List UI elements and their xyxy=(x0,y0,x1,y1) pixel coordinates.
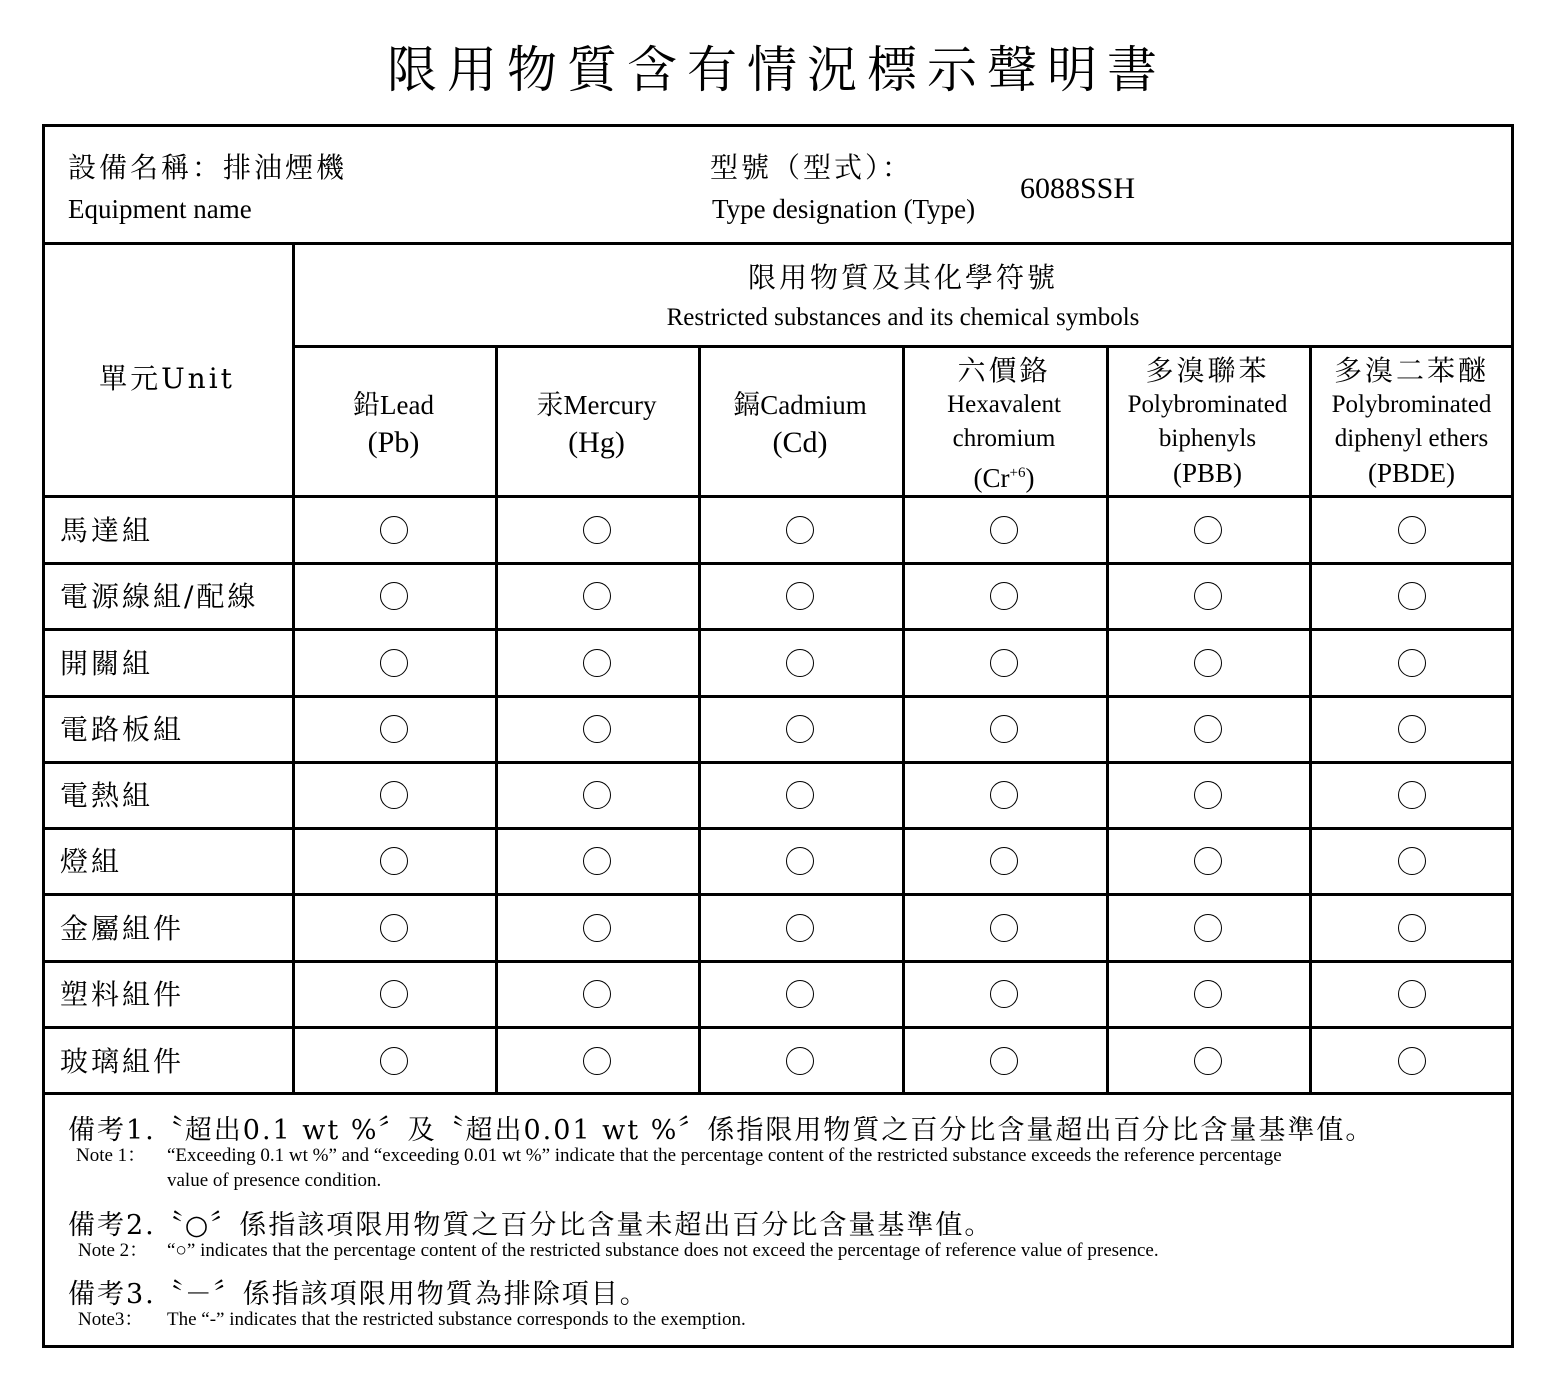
not-exceeding-mark xyxy=(380,649,408,677)
chemical-symbol: $(Cr^{+6})$ xyxy=(973,463,1035,493)
not-exceeding-mark xyxy=(1398,516,1426,544)
note-3-en: The “-” indicates that the restricted substance corresponds to the exemption. xyxy=(167,1309,746,1330)
not-exceeding-mark xyxy=(380,715,408,743)
substances-header-zh: 限用物質及其化學符號 xyxy=(747,261,1058,294)
not-exceeding-mark xyxy=(380,516,408,544)
not-exceeding-mark xyxy=(583,980,611,1008)
substance-name-en: Hexavalent xyxy=(947,391,1061,418)
header-divider xyxy=(42,242,1514,245)
substance-name: 汞Mercury xyxy=(536,390,657,420)
not-exceeding-mark xyxy=(380,914,408,942)
not-exceeding-mark xyxy=(1194,582,1222,610)
not-exceeding-mark xyxy=(1194,781,1222,809)
component-label: 燈組 xyxy=(60,845,123,878)
not-exceeding-mark xyxy=(1194,715,1222,743)
notes-divider xyxy=(42,1092,1514,1095)
substance-column-header xyxy=(1106,354,1309,490)
not-exceeding-mark xyxy=(1398,914,1426,942)
row-divider xyxy=(42,893,1514,896)
row-divider xyxy=(42,1026,1514,1029)
substance-name-zh: 多溴聯苯 xyxy=(1145,354,1270,387)
row-divider xyxy=(42,761,1514,764)
not-exceeding-mark xyxy=(1194,1047,1222,1075)
component-label: 電熱組 xyxy=(60,779,154,812)
row-divider xyxy=(42,827,1514,830)
substance-name-en-cont: diphenyl ethers xyxy=(1334,425,1489,452)
not-exceeding-mark xyxy=(1398,715,1426,743)
note-1-zh: 備考1.〝超出0.1 wt %〞及〝超出0.01 wt %〞係指限用物質之百分比含量超出百分比含量基準值。 xyxy=(68,1115,1375,1146)
component-label: 塑料組件 xyxy=(60,978,185,1011)
component-label: 玻璃組件 xyxy=(60,1044,185,1078)
not-exceeding-mark xyxy=(990,847,1018,875)
component-label: 電路板組 xyxy=(60,713,185,746)
not-exceeding-mark xyxy=(1398,781,1426,809)
note-2-en: “○” indicates that the percentage content of the restricted substance does not exceed the percentage of reference value of presence. xyxy=(167,1240,1159,1261)
substance-name-zh: 六價鉻 xyxy=(957,354,1051,387)
substances-header-en: Restricted substances and its chemical symbols xyxy=(666,304,1140,331)
not-exceeding-mark xyxy=(583,781,611,809)
substance-name-en-cont: chromium xyxy=(952,425,1056,452)
type-designation-label-zh: 型號（型式）： xyxy=(710,151,914,184)
not-exceeding-mark xyxy=(786,980,814,1008)
substance-name: 鉛Lead xyxy=(353,390,434,420)
not-exceeding-mark xyxy=(380,781,408,809)
substance-name: 鎘Cadmium xyxy=(733,390,867,420)
note-2-label: Note 2： xyxy=(78,1240,149,1261)
not-exceeding-mark xyxy=(380,1047,408,1075)
not-exceeding-mark xyxy=(1398,980,1426,1008)
not-exceeding-mark xyxy=(583,516,611,544)
note-1-en: “Exceeding 0.1 wt %” and “exceeding 0.01 wt %” indicate that the percentage content of the restricted substance exceeds the reference percentage xyxy=(167,1145,1282,1166)
not-exceeding-mark xyxy=(990,1047,1018,1075)
component-label: 電源線組/配線 xyxy=(60,580,259,613)
type-designation-value: 6088SSH xyxy=(1020,172,1136,205)
not-exceeding-mark xyxy=(786,649,814,677)
type-designation-label-en: Type designation (Type) xyxy=(712,194,976,224)
substance-name-en-cont: biphenyls xyxy=(1158,425,1257,452)
not-exceeding-mark xyxy=(1398,847,1426,875)
substance-name-en: Polybrominated xyxy=(1331,391,1492,418)
chemical-symbol: (Hg) xyxy=(568,426,625,459)
not-exceeding-mark xyxy=(1194,847,1222,875)
not-exceeding-mark xyxy=(1194,516,1222,544)
not-exceeding-mark xyxy=(990,582,1018,610)
not-exceeding-mark xyxy=(990,781,1018,809)
equipment-name-label-en: Equipment name xyxy=(68,194,252,224)
substance-column-header xyxy=(698,386,902,462)
not-exceeding-mark xyxy=(380,847,408,875)
not-exceeding-mark xyxy=(1398,582,1426,610)
chemical-symbol: (PBB) xyxy=(1172,458,1243,488)
chemical-symbol: (Cd) xyxy=(772,426,828,459)
not-exceeding-mark xyxy=(1194,980,1222,1008)
equipment-name-label-zh: 設備名稱：排油煙機 xyxy=(68,151,348,184)
not-exceeding-mark xyxy=(786,1047,814,1075)
not-exceeding-mark xyxy=(786,516,814,544)
component-label: 開關組 xyxy=(60,646,154,680)
not-exceeding-mark xyxy=(990,980,1018,1008)
unit-column-divider xyxy=(292,242,295,1093)
not-exceeding-mark xyxy=(1194,914,1222,942)
not-exceeding-mark xyxy=(990,516,1018,544)
unit-header: 單元Unit xyxy=(99,362,235,395)
chemical-symbol-superscript: +6 xyxy=(1009,465,1026,481)
row-divider xyxy=(42,628,1514,631)
not-exceeding-mark xyxy=(1398,649,1426,677)
substance-column-header xyxy=(1309,354,1514,490)
chemical-symbol: (PBDE) xyxy=(1368,458,1455,488)
not-exceeding-mark xyxy=(786,715,814,743)
not-exceeding-mark xyxy=(990,715,1018,743)
row-divider xyxy=(42,562,1514,565)
not-exceeding-mark xyxy=(583,649,611,677)
row-divider xyxy=(42,960,1514,963)
not-exceeding-mark xyxy=(583,847,611,875)
substance-column-header xyxy=(902,354,1106,495)
not-exceeding-mark xyxy=(786,781,814,809)
not-exceeding-mark xyxy=(786,582,814,610)
substance-column-header xyxy=(495,386,698,462)
component-label: 馬達組 xyxy=(60,513,154,547)
substance-column-header xyxy=(292,386,495,462)
column-header-divider xyxy=(42,495,1514,498)
note-3-zh: 備考3.〝－〞係指該項限用物質為排除項目。 xyxy=(68,1279,649,1310)
not-exceeding-mark xyxy=(583,582,611,610)
not-exceeding-mark xyxy=(990,649,1018,677)
not-exceeding-mark xyxy=(583,914,611,942)
not-exceeding-mark xyxy=(1194,649,1222,677)
not-exceeding-mark xyxy=(786,914,814,942)
not-exceeding-mark xyxy=(786,847,814,875)
note-1-label: Note 1： xyxy=(76,1145,147,1166)
substance-name-en: Polybrominated xyxy=(1127,391,1288,418)
not-exceeding-mark xyxy=(583,715,611,743)
not-exceeding-mark xyxy=(380,582,408,610)
document-title: 限用物質含有情況標示聲明書 xyxy=(387,41,1167,99)
substance-name-zh: 多溴二苯醚 xyxy=(1333,354,1489,387)
not-exceeding-mark xyxy=(1398,1047,1426,1075)
not-exceeding-mark xyxy=(583,1047,611,1075)
chemical-symbol: (Pb) xyxy=(367,426,420,459)
not-exceeding-mark xyxy=(380,980,408,1008)
note-3-label: Note3： xyxy=(78,1309,144,1330)
not-exceeding-mark xyxy=(990,914,1018,942)
component-label: 金屬組件 xyxy=(60,911,185,945)
note-1-en-cont: value of presence condition. xyxy=(167,1170,382,1191)
note-2-zh: 備考2.〝○〞係指該項限用物質之百分比含量未超出百分比含量基準值。 xyxy=(68,1210,994,1241)
row-divider xyxy=(42,695,1514,698)
